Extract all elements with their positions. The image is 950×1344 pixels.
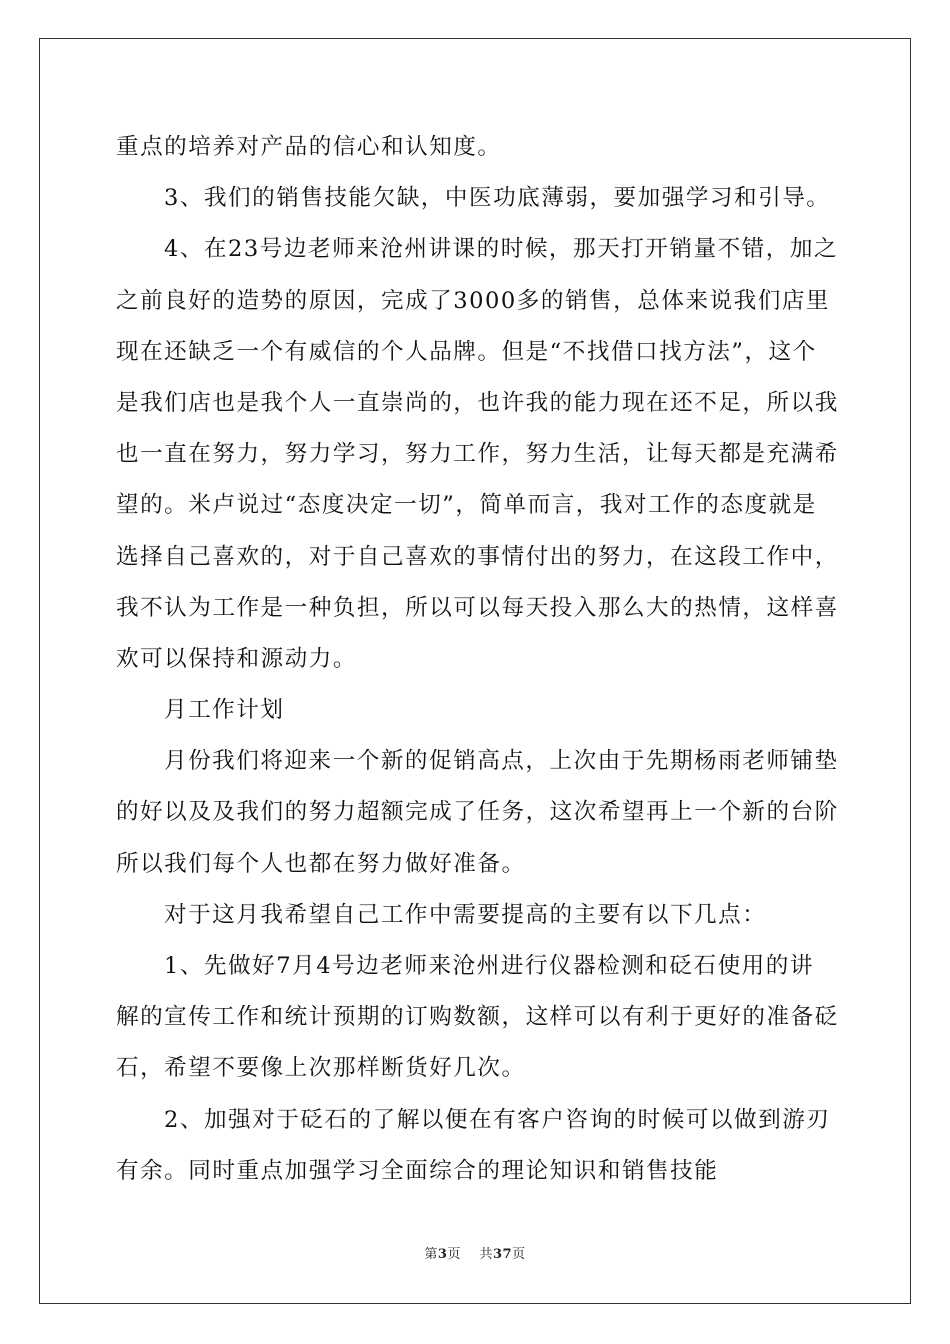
text-line: 有余。同时重点加强学习全面综合的理论知识和销售技能 [116, 1157, 719, 1184]
total-page-number: 37 [492, 1247, 513, 1262]
text-line: 选择自己喜欢的，对于自己喜欢的事情付出的努力，在这段工作中， [116, 543, 839, 570]
text-line: 也一直在努力，努力学习，努力工作，努力生活，让每天都是充满希 [116, 441, 839, 468]
text-line: 月份我们将迎来一个新的促销高点，上次由于先期杨雨老师铺垫 [164, 748, 839, 775]
text-line: 现在还缺乏一个有威信的个人品牌。但是“不找借口找方法”，这个 [116, 338, 817, 365]
text-line: 对于这月我希望自己工作中需要提高的主要有以下几点： [164, 901, 767, 928]
text-line: 之前良好的造势的原因，完成了3000多的销售，总体来说我们店里 [116, 287, 831, 314]
text-line: 所以我们每个人也都在努力做好准备。 [116, 850, 526, 877]
page-footer [0, 1243, 950, 1262]
text-line: 的好以及及我们的努力超额完成了任务，这次希望再上一个新的台阶 [116, 799, 839, 826]
document-body [116, 127, 839, 1202]
text-line: 解的宣传工作和统计预期的订购数额，这样可以有利于更好的准备砭 [116, 1004, 839, 1031]
text-line: 望的。米卢说过“态度决定一切”，简单而言，我对工作的态度就是 [116, 492, 817, 519]
text-line: 石，希望不要像上次那样断货好几次。 [116, 1055, 526, 1082]
current-page-number: 3 [437, 1247, 448, 1262]
text-line: 欢可以保持和源动力。 [116, 645, 357, 672]
footer-suffix: 页 [512, 1247, 526, 1262]
text-line: 重点的培养对产品的信心和认知度。 [116, 134, 502, 160]
footer-prefix: 第 [424, 1247, 438, 1262]
text-line: 3、我们的销售技能欠缺，中医功底薄弱，要加强学习和引导。 [164, 185, 831, 212]
text-line: 我不认为工作是一种负担，所以可以每天投入那么大的热情，这样喜 [116, 594, 839, 621]
footer-mid: 页 共 [447, 1247, 493, 1262]
text-line: 1、先做好7月4号边老师来沧州进行仪器检测和砭石使用的讲 [164, 953, 814, 979]
section-heading: 月工作计划 [164, 697, 285, 724]
text-line: 4、在23号边老师来沧州讲课的时候，那天打开销量不错，加之 [164, 236, 839, 263]
text-line: 是我们店也是我个人一直崇尚的，也许我的能力现在还不足，所以我 [116, 389, 839, 416]
text-line: 2、加强对于砭石的了解以便在有客户咨询的时候可以做到游刃 [164, 1106, 831, 1133]
